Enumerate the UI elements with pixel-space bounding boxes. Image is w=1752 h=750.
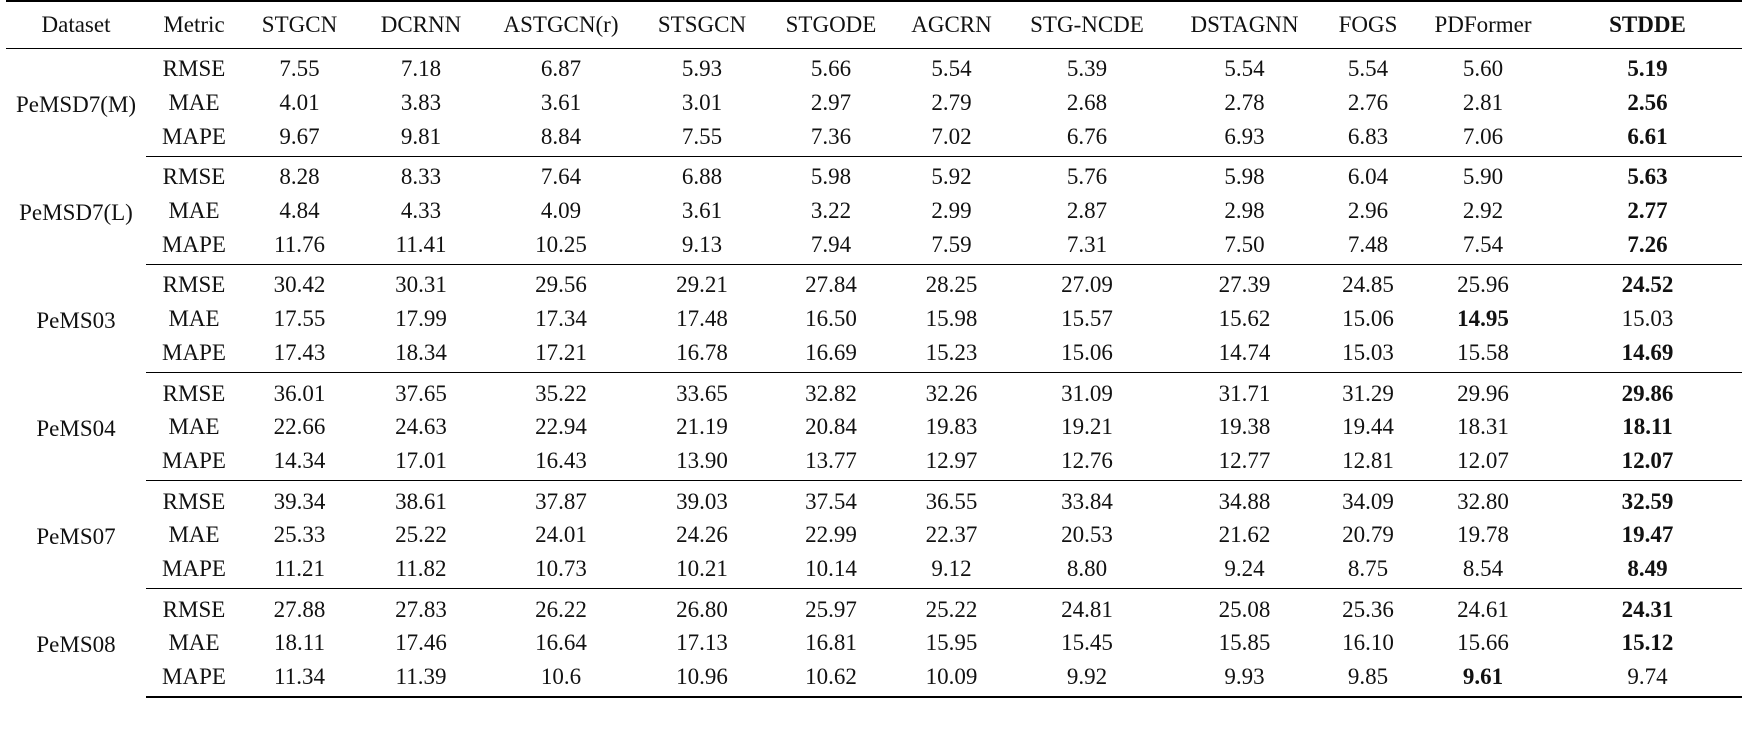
value-cell: 6.76 <box>1008 119 1166 156</box>
value-cell: 21.19 <box>676 414 728 440</box>
value-cell: 15.23 <box>895 336 1008 373</box>
metric-cell: MAPE <box>146 660 242 698</box>
value-cell: 39.34 <box>273 488 326 514</box>
value-cell: 30.31 <box>395 272 447 298</box>
value-cell: 9.81 <box>357 119 485 156</box>
table-row <box>6 589 1742 626</box>
value-cell: 29.56 <box>535 272 587 298</box>
value-cell: 19.44 <box>1342 414 1394 440</box>
header-pdformer: PDFormer <box>1413 1 1553 49</box>
value-cell: 9.93 <box>1166 660 1323 698</box>
value-cell: 7.54 <box>1413 227 1553 264</box>
value-cell: 2.78 <box>1224 90 1265 116</box>
value-cell: 17.21 <box>485 336 637 373</box>
table-row <box>6 660 1742 698</box>
value-cell: 31.09 <box>1061 380 1113 406</box>
table-row <box>6 626 1742 660</box>
value-cell: 7.50 <box>1166 227 1323 264</box>
value-cell: 7.55 <box>637 119 767 156</box>
header-metric: Metric <box>146 1 242 49</box>
value-cell: 15.12 <box>1621 630 1674 656</box>
value-cell: 7.48 <box>1323 227 1413 264</box>
value-cell: 24.26 <box>676 522 728 548</box>
value-cell: 17.34 <box>535 306 587 332</box>
value-cell: 12.81 <box>1323 444 1413 481</box>
value-cell: 6.93 <box>1166 119 1323 156</box>
value-cell: 25.33 <box>273 522 326 548</box>
value-cell: 25.08 <box>1218 596 1271 622</box>
value-cell: 18.34 <box>357 336 485 373</box>
metric-cell: MAE <box>168 198 220 224</box>
value-cell: 5.76 <box>1066 164 1108 190</box>
metric-cell: MAE <box>168 306 220 332</box>
value-cell: 9.85 <box>1323 660 1413 698</box>
table-body <box>6 49 1742 698</box>
header-dataset: Dataset <box>6 1 146 49</box>
dataset-cell: PeMS08 <box>36 632 116 658</box>
value-cell: 8.28 <box>279 164 320 190</box>
value-cell: 10.14 <box>767 552 895 589</box>
value-cell: 25.96 <box>1457 272 1509 298</box>
value-cell: 5.98 <box>810 164 852 190</box>
value-cell: 6.04 <box>1347 164 1389 190</box>
dataset-cell: PeMS04 <box>36 415 116 441</box>
value-cell: 15.95 <box>925 630 978 656</box>
value-cell: 5.39 <box>1066 56 1108 82</box>
value-cell: 32.26 <box>925 380 978 406</box>
value-cell: 29.21 <box>676 272 728 298</box>
value-cell: 27.09 <box>1061 272 1113 298</box>
value-cell: 7.06 <box>1413 119 1553 156</box>
value-cell: 7.26 <box>1553 227 1742 264</box>
value-cell: 15.85 <box>1218 630 1271 656</box>
metric-cell: RMSE <box>162 56 226 82</box>
table-row <box>6 119 1742 156</box>
header-stgcn: STGCN <box>242 1 357 49</box>
value-cell: 14.34 <box>242 444 357 481</box>
value-cell: 33.84 <box>1061 488 1113 514</box>
value-cell: 39.03 <box>676 488 728 514</box>
metric-cell: MAPE <box>146 119 242 156</box>
value-cell: 32.82 <box>805 380 857 406</box>
value-cell: 13.90 <box>637 444 767 481</box>
value-cell: 20.53 <box>1061 522 1113 548</box>
value-cell: 27.39 <box>1218 272 1271 298</box>
value-cell: 25.36 <box>1342 596 1394 622</box>
value-cell: 12.77 <box>1166 444 1323 481</box>
metric-cell: MAPE <box>146 227 242 264</box>
value-cell: 28.25 <box>925 272 978 298</box>
metric-cell: MAPE <box>146 444 242 481</box>
value-cell: 24.63 <box>395 414 447 440</box>
value-cell: 7.31 <box>1008 227 1166 264</box>
value-cell: 2.98 <box>1224 198 1265 224</box>
value-cell: 4.84 <box>279 198 320 224</box>
value-cell: 20.79 <box>1342 522 1394 548</box>
results-table <box>6 0 1742 698</box>
value-cell: 11.39 <box>357 660 485 698</box>
value-cell: 11.21 <box>242 552 357 589</box>
value-cell: 16.50 <box>805 306 857 332</box>
value-cell: 8.75 <box>1323 552 1413 589</box>
value-cell: 24.52 <box>1621 272 1674 298</box>
value-cell: 20.84 <box>805 414 857 440</box>
value-cell: 11.41 <box>357 227 485 264</box>
value-cell: 6.61 <box>1553 119 1742 156</box>
value-cell: 4.33 <box>400 198 442 224</box>
table-row <box>6 518 1742 552</box>
value-cell: 29.86 <box>1621 380 1674 406</box>
value-cell: 25.22 <box>925 596 978 622</box>
header-agcrn: AGCRN <box>895 1 1008 49</box>
value-cell: 10.09 <box>895 660 1008 698</box>
value-cell: 31.71 <box>1218 380 1271 406</box>
header-stdde: STDDE <box>1553 1 1742 49</box>
value-cell: 31.29 <box>1342 380 1394 406</box>
value-cell: 36.01 <box>273 380 326 406</box>
value-cell: 2.97 <box>810 90 852 116</box>
value-cell: 15.06 <box>1342 306 1394 332</box>
value-cell: 7.55 <box>279 56 320 82</box>
header-dcrnn: DCRNN <box>357 1 485 49</box>
table-row <box>6 444 1742 481</box>
metric-cell: RMSE <box>162 596 226 622</box>
value-cell: 10.25 <box>485 227 637 264</box>
value-cell: 5.66 <box>810 56 852 82</box>
value-cell: 10.6 <box>485 660 637 698</box>
value-cell: 7.18 <box>400 56 442 82</box>
value-cell: 17.55 <box>273 306 326 332</box>
value-cell: 21.62 <box>1218 522 1271 548</box>
value-cell: 17.01 <box>357 444 485 481</box>
metric-cell: RMSE <box>162 164 226 190</box>
value-cell: 2.92 <box>1462 198 1504 224</box>
value-cell: 15.03 <box>1323 336 1413 373</box>
value-cell: 17.48 <box>676 306 728 332</box>
dataset-cell: PeMS03 <box>36 307 116 333</box>
value-cell: 14.95 <box>1457 306 1509 332</box>
value-cell: 15.66 <box>1457 630 1509 656</box>
value-cell: 36.55 <box>925 488 978 514</box>
value-cell: 16.43 <box>485 444 637 481</box>
table-row <box>6 227 1742 264</box>
value-cell: 8.84 <box>485 119 637 156</box>
value-cell: 34.88 <box>1218 488 1271 514</box>
value-cell: 8.54 <box>1413 552 1553 589</box>
table-row <box>6 552 1742 589</box>
table-row <box>6 49 1742 86</box>
header-stg-ncde: STG-NCDE <box>1008 1 1166 49</box>
value-cell: 9.92 <box>1008 660 1166 698</box>
value-cell: 29.96 <box>1457 380 1509 406</box>
value-cell: 6.83 <box>1323 119 1413 156</box>
value-cell: 5.98 <box>1224 164 1265 190</box>
value-cell: 14.74 <box>1166 336 1323 373</box>
value-cell: 5.54 <box>1347 56 1389 82</box>
value-cell: 32.59 <box>1621 488 1674 514</box>
value-cell: 15.45 <box>1061 630 1113 656</box>
dataset-cell: PeMSD7(L) <box>19 199 133 225</box>
value-cell: 15.06 <box>1008 336 1166 373</box>
table-row <box>6 373 1742 410</box>
value-cell: 22.94 <box>535 414 587 440</box>
value-cell: 5.60 <box>1462 56 1504 82</box>
value-cell: 3.01 <box>681 90 723 116</box>
table-row <box>6 86 1742 120</box>
value-cell: 17.46 <box>395 630 447 656</box>
value-cell: 24.85 <box>1342 272 1394 298</box>
value-cell: 6.87 <box>540 56 582 82</box>
value-cell: 19.78 <box>1457 522 1509 548</box>
value-cell: 37.65 <box>395 380 447 406</box>
value-cell: 18.11 <box>274 630 325 656</box>
value-cell: 6.88 <box>681 164 723 190</box>
value-cell: 5.93 <box>681 56 723 82</box>
value-cell: 5.54 <box>931 56 972 82</box>
value-cell: 37.87 <box>535 488 587 514</box>
value-cell: 7.94 <box>767 227 895 264</box>
value-cell: 9.13 <box>637 227 767 264</box>
metric-cell: MAPE <box>146 336 242 373</box>
header-astgcn: ASTGCN(r) <box>485 1 637 49</box>
dataset-cell: PeMSD7(M) <box>15 91 137 117</box>
value-cell: 9.12 <box>895 552 1008 589</box>
value-cell: 25.22 <box>395 522 447 548</box>
value-cell: 10.73 <box>485 552 637 589</box>
value-cell: 5.54 <box>1224 56 1265 82</box>
value-cell: 10.62 <box>767 660 895 698</box>
value-cell: 15.58 <box>1413 336 1553 373</box>
value-cell: 11.82 <box>357 552 485 589</box>
value-cell: 2.79 <box>931 90 972 116</box>
metric-cell: MAE <box>168 414 220 440</box>
value-cell: 19.21 <box>1061 414 1113 440</box>
value-cell: 14.69 <box>1553 336 1742 373</box>
value-cell: 16.10 <box>1342 630 1394 656</box>
value-cell: 34.09 <box>1342 488 1394 514</box>
value-cell: 18.31 <box>1457 414 1509 440</box>
value-cell: 9.67 <box>242 119 357 156</box>
value-cell: 17.43 <box>242 336 357 373</box>
table-row <box>6 336 1742 373</box>
value-cell: 9.74 <box>1553 660 1742 698</box>
value-cell: 27.84 <box>805 272 857 298</box>
value-cell: 16.81 <box>805 630 857 656</box>
value-cell: 12.76 <box>1008 444 1166 481</box>
metric-cell: MAE <box>168 522 220 548</box>
value-cell: 15.03 <box>1621 306 1674 332</box>
value-cell: 4.01 <box>279 90 320 116</box>
value-cell: 33.65 <box>676 380 728 406</box>
value-cell: 8.33 <box>400 164 442 190</box>
metric-cell: RMSE <box>162 488 226 514</box>
value-cell: 17.99 <box>395 306 447 332</box>
value-cell: 4.09 <box>540 198 582 224</box>
table-row <box>6 481 1742 518</box>
value-cell: 25.97 <box>805 596 857 622</box>
value-cell: 5.92 <box>931 164 972 190</box>
value-cell: 2.99 <box>931 198 972 224</box>
value-cell: 5.90 <box>1462 164 1504 190</box>
value-cell: 26.80 <box>676 596 728 622</box>
value-cell: 19.38 <box>1218 414 1271 440</box>
value-cell: 26.22 <box>535 596 587 622</box>
value-cell: 22.99 <box>805 522 857 548</box>
value-cell: 2.77 <box>1627 198 1668 224</box>
value-cell: 13.77 <box>767 444 895 481</box>
header-fogs: FOGS <box>1323 1 1413 49</box>
value-cell: 38.61 <box>395 488 447 514</box>
value-cell: 7.59 <box>895 227 1008 264</box>
value-cell: 10.96 <box>637 660 767 698</box>
value-cell: 12.97 <box>895 444 1008 481</box>
value-cell: 2.81 <box>1462 90 1504 116</box>
value-cell: 9.61 <box>1413 660 1553 698</box>
value-cell: 16.78 <box>637 336 767 373</box>
value-cell: 22.37 <box>925 522 978 548</box>
value-cell: 11.76 <box>242 227 357 264</box>
value-cell: 16.69 <box>767 336 895 373</box>
value-cell: 8.49 <box>1553 552 1742 589</box>
table-row <box>6 410 1742 444</box>
value-cell: 15.57 <box>1061 306 1113 332</box>
value-cell: 24.31 <box>1621 596 1674 622</box>
value-cell: 7.64 <box>540 164 582 190</box>
table-row <box>6 157 1742 194</box>
value-cell: 19.83 <box>925 414 978 440</box>
value-cell: 2.96 <box>1347 198 1389 224</box>
value-cell: 15.98 <box>925 306 978 332</box>
value-cell: 3.61 <box>540 90 582 116</box>
value-cell: 7.36 <box>767 119 895 156</box>
value-cell: 5.19 <box>1627 56 1668 82</box>
value-cell: 24.81 <box>1061 596 1113 622</box>
value-cell: 2.56 <box>1627 90 1668 116</box>
metric-cell: RMSE <box>162 380 226 406</box>
value-cell: 2.87 <box>1066 198 1108 224</box>
value-cell: 8.80 <box>1008 552 1166 589</box>
value-cell: 3.61 <box>681 198 723 224</box>
value-cell: 2.76 <box>1347 90 1389 116</box>
header-stgode: STGODE <box>767 1 895 49</box>
value-cell: 16.64 <box>535 630 587 656</box>
value-cell: 10.21 <box>637 552 767 589</box>
table-row <box>6 194 1742 228</box>
value-cell: 12.07 <box>1553 444 1742 481</box>
value-cell: 17.13 <box>676 630 728 656</box>
value-cell: 24.01 <box>535 522 587 548</box>
header-dstagnn: DSTAGNN <box>1166 1 1323 49</box>
value-cell: 15.62 <box>1218 306 1271 332</box>
value-cell: 27.88 <box>273 596 326 622</box>
value-cell: 27.83 <box>395 596 447 622</box>
value-cell: 7.02 <box>895 119 1008 156</box>
value-cell: 24.61 <box>1457 596 1509 622</box>
value-cell: 22.66 <box>273 414 326 440</box>
value-cell: 19.47 <box>1621 522 1674 548</box>
table-row <box>6 265 1742 302</box>
value-cell: 35.22 <box>535 380 587 406</box>
metric-cell: MAPE <box>146 552 242 589</box>
header-row <box>6 1 1742 49</box>
table-row <box>6 302 1742 336</box>
value-cell: 12.07 <box>1413 444 1553 481</box>
value-cell: 11.34 <box>242 660 357 698</box>
value-cell: 30.42 <box>273 272 326 298</box>
metric-cell: MAE <box>168 630 220 656</box>
value-cell: 18.11 <box>1622 414 1673 440</box>
metric-cell: RMSE <box>162 272 226 298</box>
header-stsgcn: STSGCN <box>637 1 767 49</box>
value-cell: 9.24 <box>1166 552 1323 589</box>
value-cell: 3.83 <box>400 90 442 116</box>
dataset-cell: PeMS07 <box>36 523 116 549</box>
metric-cell: MAE <box>168 90 220 116</box>
value-cell: 2.68 <box>1066 90 1108 116</box>
value-cell: 5.63 <box>1627 164 1668 190</box>
value-cell: 32.80 <box>1457 488 1509 514</box>
value-cell: 37.54 <box>805 488 857 514</box>
value-cell: 3.22 <box>810 198 852 224</box>
